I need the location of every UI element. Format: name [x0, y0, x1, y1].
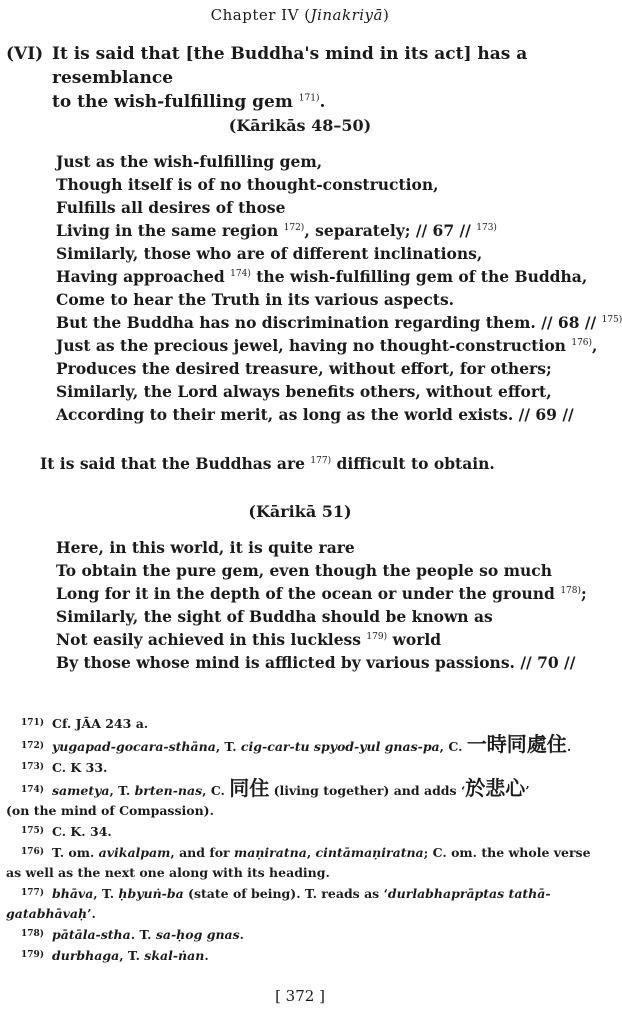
footnotes [6, 713, 598, 966]
verse-line: Similarly, the sight of Buddha should be known as [56, 607, 493, 626]
verse-line: Living in the same region $^{172)}$, separately; // 67 // $^{173)}$ [56, 221, 497, 240]
section-heading [6, 42, 596, 114]
verse-line: Similarly, those who are of different inclinations, [56, 244, 483, 263]
verse-line: Here, in this world, it is quite rare [56, 538, 355, 557]
verse-line: By those whose mind is afflicted by various passions. // 70 // [56, 653, 576, 672]
verse-line: Long for it in the depth of the ocean or under the ground $^{178)}$; [56, 584, 587, 603]
verse-line: Not easily achieved in this luckless $^{179)}$ world [56, 630, 442, 649]
verse-line: Just as the precious jewel, having no thought-construction $^{176)}$, [56, 336, 598, 355]
verse-line: Though itself is of no thought-construction, [56, 175, 439, 194]
karika-title: (Kārikā 51) [248, 502, 352, 521]
verse-block [56, 536, 596, 674]
verse-line: Similarly, the Lord always benefits others, without effort, [56, 382, 552, 401]
footnote: 173) C. K 33. [20, 760, 108, 775]
footnote: 172) yugapad-gocara-sthāna, T. cig-car-tu spyod-yul gnas-pa, C. 一時同處住. [20, 732, 572, 756]
section-text [52, 42, 596, 114]
section-number: (VI) [6, 44, 44, 64]
footnote: 177) bhāva, T. ḥbyuṅ-ba (state of being). T. reads as ‘durlabhaprāptas tathā- gatabhāvaḥ’. [6, 886, 551, 921]
verse-line: Fulfills all desires of those [56, 198, 286, 217]
page-number: [ 372 ] [275, 987, 325, 1005]
verse-line: To obtain the pure gem, even though the people so much [56, 561, 553, 580]
chapter-title: Jinakriyā [310, 6, 383, 24]
footnote: 171) Cf. JĀA 243 a. [20, 716, 149, 731]
verse-block [56, 150, 622, 426]
footnote: 178) pātāla-stha. T. sa-ḥog gnas. [20, 927, 245, 942]
verse-line: Having approached $^{174)}$ the wish-fulfilling gem of the Buddha, [56, 267, 588, 286]
prose-line: It is said that the Buddhas are $^{177)}$ difficult to obtain. [40, 454, 495, 473]
running-header: Chapter IV (Jinakriyā) [210, 6, 390, 24]
chapter-label: Chapter IV [210, 6, 299, 24]
verse-line: Just as the wish-fulfilling gem, [56, 152, 323, 171]
section-line: It is said that [the Buddha's mind in its act] has a resemblance [52, 44, 528, 88]
verse-line: But the Buddha has no discrimination regarding them. // 68 // $^{175)}$ [56, 313, 622, 332]
verse-line: According to their merit, as long as the world exists. // 69 // [56, 405, 574, 424]
section-line: to the wish-fulfilling gem $^{171)}$. [52, 92, 326, 112]
verse-line: Produces the desired treasure, without effort, for others; [56, 359, 552, 378]
verse-line: Come to hear the Truth in its various aspects. [56, 290, 455, 309]
karika-title: (Kārikās 48–50) [228, 116, 372, 135]
footnote: 176) T. om. avikalpam, and for maṇiratna, cintāmaṇiratna; C. om. the whole verse as well as the next one along with its heading. [6, 845, 591, 880]
footnote: 175) C. K. 34. [20, 824, 112, 839]
footnote: 179) durbhaga, T. skal-ṅan. [20, 948, 209, 963]
footnote: 174) sametya, T. brten-nas, C. 同住 (living together) and adds ‘於悲心’ (on the mind of Compassion). [6, 776, 530, 818]
